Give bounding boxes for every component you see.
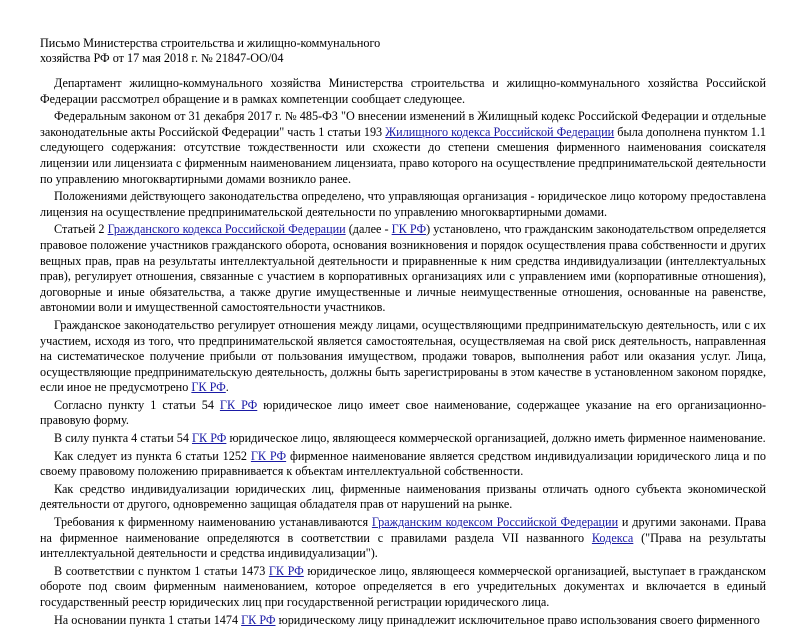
paragraph-text: Положениями действующего законодательства определено, что управляющая организация - юридическое лицо которому предоставлена лицензия на осуществление предпринимательской деятельности по управлению многоквартирными домами. <box>40 189 766 219</box>
legal-reference-link[interactable]: ГК РФ <box>250 448 287 463</box>
paragraph-text: ("Права на результаты интеллектуальной деятельности и средства индивидуализации"). <box>40 530 766 561</box>
legal-reference-link[interactable]: ГК РФ <box>191 380 226 395</box>
paragraph-text: Как средство индивидуализации юридических лиц, фирменные наименования призваны отличать одного субъекта экономической деятельности от другого, одновременно защищая обладателя прав от нарушений на рынке. <box>40 481 766 512</box>
paragraph-text: ) установлено, что гражданским законодательством определяется правовое положение участников гражданского оборота, основания возникновения и порядок осуществления права собственности и других вещных прав, прав на результаты интеллектуальной деятельности и приравненные к ним средства индивидуализации (интеллектуальных прав), регулирует отношения, связанные с участием в корпоративных организациях или с управлением ими (корпоративные отношения), договорные и иные обязательства, а также другие имущественные и личные неимущественные отношения, основанные на равенстве, автономии воли и имущественной самостоятельности участников. <box>40 222 766 315</box>
paragraph <box>40 515 766 562</box>
legal-reference-link[interactable]: Кодекса <box>591 530 634 545</box>
paragraph-text: юридическому лицу принадлежит исключительное право использования своего фирменного <box>275 612 760 627</box>
paragraph <box>40 318 766 396</box>
legal-reference-link[interactable]: ГК РФ <box>391 222 427 237</box>
paragraph-text: В силу пункта 4 статьи 54 <box>54 431 192 446</box>
paragraph <box>40 482 766 513</box>
paragraph <box>40 109 766 187</box>
paragraph <box>40 76 766 107</box>
paragraph <box>40 222 766 316</box>
document-page <box>40 36 766 630</box>
legal-reference-link[interactable]: ГК РФ <box>219 397 258 412</box>
legal-reference-link[interactable]: ГК РФ <box>268 563 304 578</box>
paragraph <box>40 613 766 629</box>
legal-reference-link[interactable]: ГК РФ <box>191 431 227 446</box>
paragraph-text: и другими законами. Права на фирменное наименование определяются в соответствии с правилами раздела VII названного <box>40 515 766 545</box>
paragraph-text: Департамент жилищно-коммунального хозяйства Министерства строительства и жилищно-коммунального хозяйства Российской Федерации рассмотрел обращение и в рамках компетенции сообщает следующее. <box>40 76 766 106</box>
paragraph-text: была дополнена пунктом 1.1 следующего содержания: отсутствие тождественности или схожести до степени смешения фирменного наименования соискателя лицензии или лицензиата с фирменным наименованием лицензиата, право которого на осуществление предпринимательской деятельности по управлению многоквартирными домами возникло ранее. <box>40 124 767 186</box>
paragraph-text: Как следует из пункта 6 статьи 1252 <box>54 448 251 463</box>
document-title <box>40 36 766 66</box>
paragraph-text: Согласно пункту 1 статьи 54 <box>54 397 220 412</box>
paragraph-text: юридическое лицо имеет свое наименование, содержащее указание на его организационно-правовую форму. <box>40 397 767 428</box>
paragraph-text: Статьей 2 <box>54 222 108 237</box>
paragraph <box>40 398 766 429</box>
title-line-1: Письмо Министерства строительства и жилищно-коммунального <box>40 36 381 50</box>
paragraph-text: В соответствии с пунктом 1 статьи 1473 <box>54 563 269 578</box>
paragraph-text: Федеральным законом от 31 декабря 2017 г. № 485-ФЗ "О внесении изменений в Жилищный кодекс Российской Федерации и отдельные законодательные акты Российской Федерации" часть 1 статьи 193 <box>40 109 766 139</box>
paragraph <box>40 431 766 447</box>
title-line-2: хозяйства РФ от 17 мая 2018 г. № 21847-ОО/04 <box>40 51 284 65</box>
paragraph-text: фирменное наименование является средством индивидуализации юридического лица и по своему правовому положению приравнивается к объектам интеллектуальной собственности. <box>40 448 766 479</box>
legal-reference-link[interactable]: Гражданского кодекса Российской Федерации <box>107 222 346 237</box>
paragraph-text: Требования к фирменному наименованию устанавливаются <box>54 515 372 530</box>
paragraph-text: На основании пункта 1 статьи 1474 <box>54 612 242 627</box>
paragraph <box>40 189 766 220</box>
paragraph-text: . <box>225 380 229 395</box>
legal-reference-link[interactable]: Жилищного кодекса Российской Федерации <box>385 124 615 139</box>
legal-reference-link[interactable]: Гражданским кодексом Российской Федерации <box>371 515 619 530</box>
legal-reference-link[interactable]: ГК РФ <box>241 612 276 627</box>
paragraph-text: юридическое лицо, являющееся коммерческой организацией, должно иметь фирменное наименование. <box>226 431 766 446</box>
document-body <box>40 76 766 628</box>
paragraph <box>40 449 766 480</box>
paragraph-text: юридическое лицо, являющееся коммерческой организацией, выступает в гражданском обороте под своим фирменным наименованием, которое определяется в его учредительных документах и включается в единый государственный реестр юридических лиц при государственной регистрации юридического лица. <box>40 563 766 609</box>
paragraph-text: (далее - <box>345 222 392 237</box>
paragraph-text: Гражданское законодательство регулирует отношения между лицами, осуществляющими предпринимательскую деятельность, или с их участием, исходя из того, что предпринимательской является самостоятельная, осуществляемая на свой риск деятельность, направленная на систематическое получение прибыли от пользования имуществом, продажи товаров, выполнения работ или оказания услуг. Лица, осуществляющие предпринимательскую деятельность, должны быть зарегистрированы в этом качестве в установленном законом порядке, если иное не предусмотрено <box>40 317 766 395</box>
